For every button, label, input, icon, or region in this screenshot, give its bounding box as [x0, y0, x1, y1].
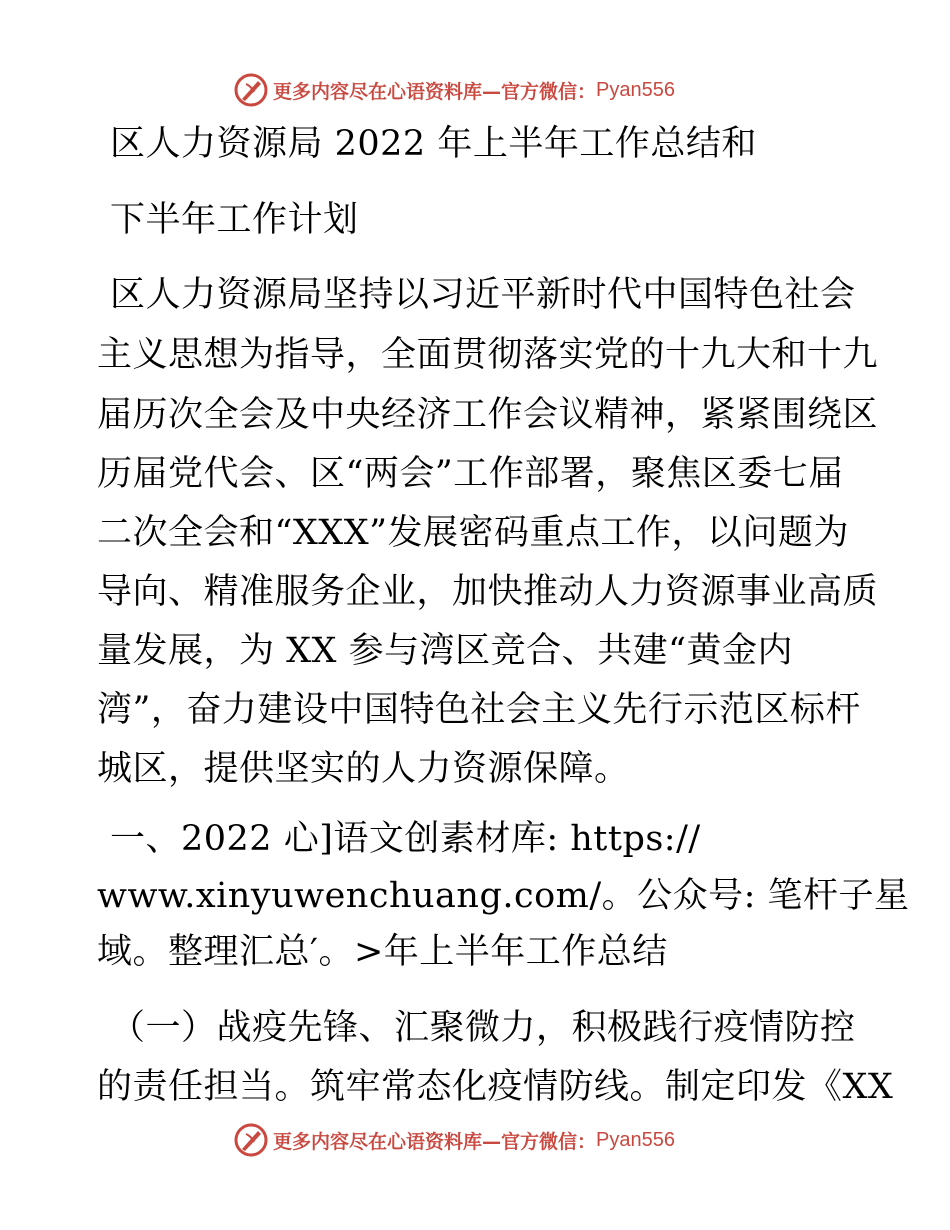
section-heading-line: www.xinyuwenchuang.com/。公众号: 笔杆子星 — [97, 876, 910, 916]
watermark-id: Pyan556 — [596, 1128, 675, 1151]
quill-circle-logo-icon — [233, 72, 269, 108]
paragraph-line: 区人力资源局坚持以习近平新时代中国特色社会 — [110, 275, 856, 315]
watermark-text: 更多内容尽在心语资料库 — [273, 1130, 483, 1153]
paragraph-line: 量发展，为 XX 参与湾区竞合、共建“黄金内 — [97, 631, 793, 671]
section-heading-line: 域。整理汇总′。>年上半年工作总结 — [97, 932, 668, 972]
paragraph-line: 导向、精准服务企业，加快推动人力资源事业高质 — [97, 572, 879, 612]
paragraph-line: 城区，提供坚实的人力资源保障。 — [97, 749, 630, 789]
subsection-line: （一）战疫先锋、汇聚微力，积极践行疫情防控 — [110, 1008, 856, 1048]
watermark-id: Pyan556 — [596, 78, 675, 101]
watermark-contact: —官方微信： — [482, 80, 597, 103]
paragraph-line: 湾”，奋力建设中国特色社会主义先行示范区标杆 — [97, 690, 861, 730]
quill-circle-logo-icon — [233, 1122, 269, 1158]
paragraph-line: 二次全会和“XXX”发展密码重点工作，以问题为 — [97, 513, 850, 553]
paragraph-line: 届历次全会及中央经济工作会议精神，紧紧围绕区 — [97, 395, 879, 435]
watermark-contact: —官方微信： — [482, 1130, 597, 1153]
watermark-banner-top — [233, 71, 675, 109]
section-heading-line: 一、2022 心]语文创素材库: https:// — [110, 819, 701, 859]
paragraph-line: 历届党代会、区“两会”工作部署，聚焦区委七届 — [97, 454, 844, 494]
watermark-text: 更多内容尽在心语资料库 — [273, 80, 483, 103]
watermark-banner-bottom — [233, 1121, 675, 1159]
subsection-line: 的责任担当。筑牢常态化疫情防线。制定印发《XX — [97, 1067, 894, 1107]
paragraph-line: 主义思想为指导，全面贯彻落实党的十九大和十九 — [97, 335, 879, 375]
title-line: 下半年工作计划 — [110, 200, 359, 240]
title-line: 区人力资源局 2022 年上半年工作总结和 — [110, 124, 757, 164]
